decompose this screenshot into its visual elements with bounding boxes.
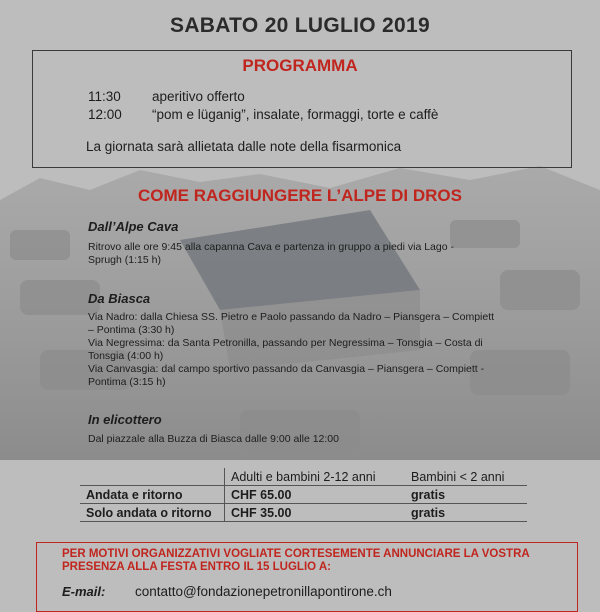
route-line-2: – Pontima (3:30 h) [88, 324, 175, 336]
elicottero-heading: In elicottero [88, 412, 162, 427]
program-note: La giornata sarà allietata dalle note della fisarmonica [86, 139, 402, 154]
elicottero-text: Dal piazzale alla Buzza di Biasca dalle 9:00 alle 12:00 [88, 433, 339, 445]
table-cell: gratis [405, 504, 527, 522]
program-text-2: “pom e lüganig”, insalate, formaggi, torte e caffè [152, 107, 439, 122]
email-link[interactable]: contatto@fondazionepetronillapontirone.ch [135, 584, 392, 599]
program-time-1: 11:30 [88, 89, 121, 104]
route-line-1: Via Nadro: dalla Chiesa SS. Pietro e Paolo passando da Nadro – Piansgera – Compiett [88, 311, 495, 323]
notice-line-2: PRESENZA ALLA FESTA ENTRO IL 15 LUGLIO A: [62, 561, 331, 573]
notice-line-1: PER MOTIVI ORGANIZZATIVI VOGLIATE CORTESEMENTE ANNUNCIARE LA VOSTRA [62, 548, 530, 560]
programma-title: PROGRAMMA [242, 56, 358, 75]
table-cell: Solo andata o ritorno [80, 504, 225, 522]
route-line-4: Tonsgia (4:00 h) [88, 350, 164, 362]
table-row [80, 504, 527, 522]
come-raggiungere-title: COME RAGGIUNGERE L’ALPE DI DROS [138, 186, 462, 205]
event-date: SABATO 20 LUGLIO 2019 [170, 14, 430, 37]
route-line-6: Pontima (3:15 h) [88, 376, 166, 388]
price-table [80, 468, 527, 522]
table-header-cell [80, 468, 225, 486]
cava-text-1: Ritrovo alle ore 9:45 alla capanna Cava e partenza in gruppo a piedi via Lago - [88, 241, 454, 253]
table-row [80, 486, 527, 504]
table-cell: gratis [405, 486, 527, 504]
program-text-1: aperitivo offerto [152, 89, 245, 104]
table-header-row [80, 468, 527, 486]
email-label: E-mail: [62, 584, 106, 599]
cava-text-2: Sprugh (1:15 h) [88, 254, 161, 266]
table-cell: Andata e ritorno [80, 486, 225, 504]
notice-text [62, 548, 572, 574]
cava-heading: Dall’Alpe Cava [88, 219, 179, 234]
table-cell: CHF 35.00 [225, 504, 406, 522]
route-line-5: Via Canvasgia: dal campo sportivo passando da Canvasgia – Piansgera – Compiett - [88, 363, 485, 375]
table-cell: CHF 65.00 [225, 486, 406, 504]
table-header-cell: Adulti e bambini 2-12 anni [225, 468, 406, 486]
biasca-heading: Da Biasca [88, 291, 151, 306]
table-header-cell: Bambini < 2 anni [405, 468, 527, 486]
route-line-3: Via Negressima: da Santa Petronilla, passando per Negressima – Tonsgia – Costa di [88, 337, 483, 349]
program-time-2: 12:00 [88, 107, 122, 122]
